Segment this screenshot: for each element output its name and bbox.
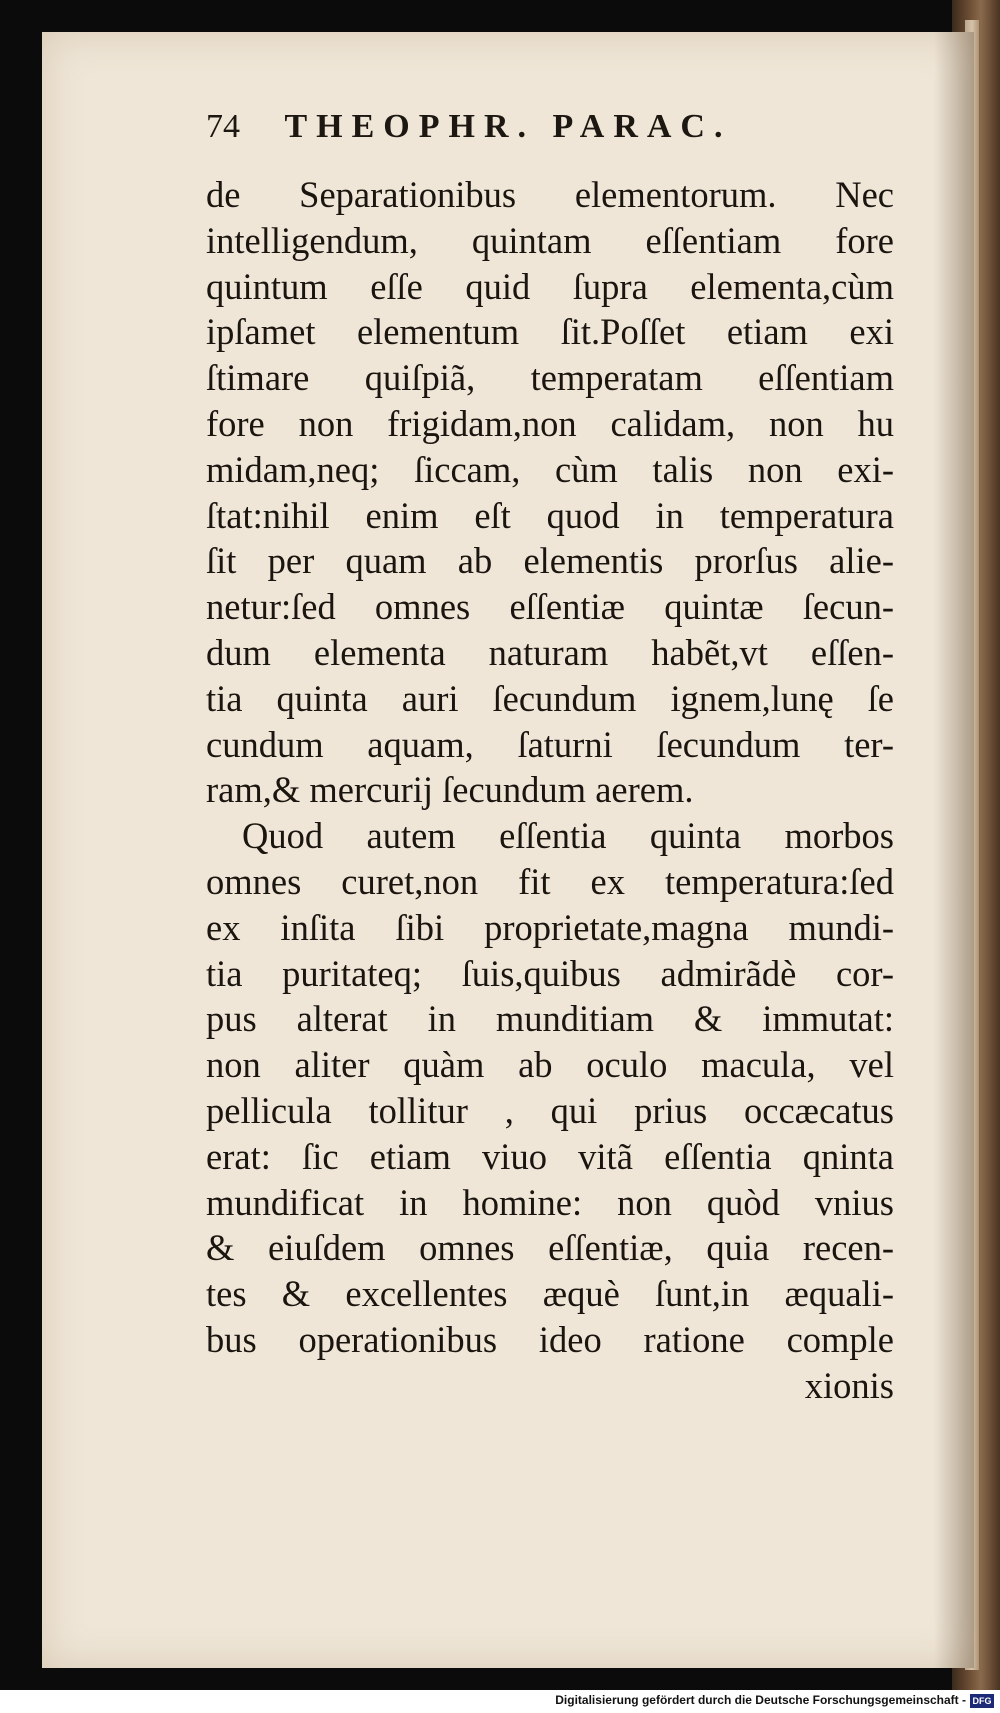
text-line: ſtimare quiſpiã, temperatam eſſentiam [206,357,894,399]
text-line: mundificat in homine: non quòd vnius [206,1181,894,1223]
text-line: quintum eſſe quid ſupra elementa,cùm [206,265,894,307]
text-line: tes & excellentes æquè ſunt,in æquali- [206,1273,894,1315]
text-line: bus operationibus ideo ratione comple [206,1318,894,1360]
text-line: omnes curet,non fit ex temperatura:ſed [206,860,894,902]
text-line: non aliter quàm ab oculo macula, vel [206,1044,894,1086]
text-line: ram,& mercurij ſecundum aerem. [206,769,694,811]
text-line: tia puritateq; ſuis,quibus admirãdè cor- [206,952,894,994]
text-line: pus alterat in munditiam & immutat: [206,998,894,1040]
text-line: erat: ſic etiam viuo vitã eſſentia qninta [206,1135,894,1177]
paragraph-start-line: Quod autem eſſentia quinta morbos [242,815,894,857]
funding-credit: Digitalisierung gefördert durch die Deutsche Forschungsgemeinschaft - [555,1693,966,1707]
text-line: pellicula tollitur , qui prius occæcatus [206,1089,894,1131]
text-line: midam,neq; ſiccam, cùm talis non exi- [206,448,894,490]
text-line: ſit per quam ab elementis prorſus alie- [206,540,894,582]
text-line: ipſamet elementum ſit.Poſſet etiam exi [206,311,894,353]
digitization-footer [0,1690,1000,1713]
text-line: tia quinta auri ſecundum ignem,lunę ſe [206,677,894,719]
dfg-logo: DFG [970,1694,994,1708]
catchword: xionis [804,1364,894,1406]
running-title: THEOPHR. PARAC. [284,108,732,145]
text-line: de Separationibus elementorum. Nec [206,174,894,215]
text-line: ex inſita ſibi proprietate,magna mundi- [206,906,894,948]
text-line: cundum aquam, ſaturni ſecundum ter- [206,723,894,765]
text-line: dum elementa naturam habẽt,vt eſſen- [206,631,894,673]
body-text [206,172,894,1409]
text-line: ſtat:nihil enim eſt quod in temperatura [206,494,894,536]
text-line: intelligendum, quintam eſſentiam fore [206,219,894,261]
page-number: 74 [206,108,240,145]
text-line: & eiuſdem omnes eſſentiæ, quia recen- [206,1227,894,1269]
text-line: fore non frigidam,non calidam, non hu [206,402,894,444]
text-line: netur:ſed omnes eſſentiæ quintæ ſecun- [206,586,894,628]
running-head [206,108,846,146]
